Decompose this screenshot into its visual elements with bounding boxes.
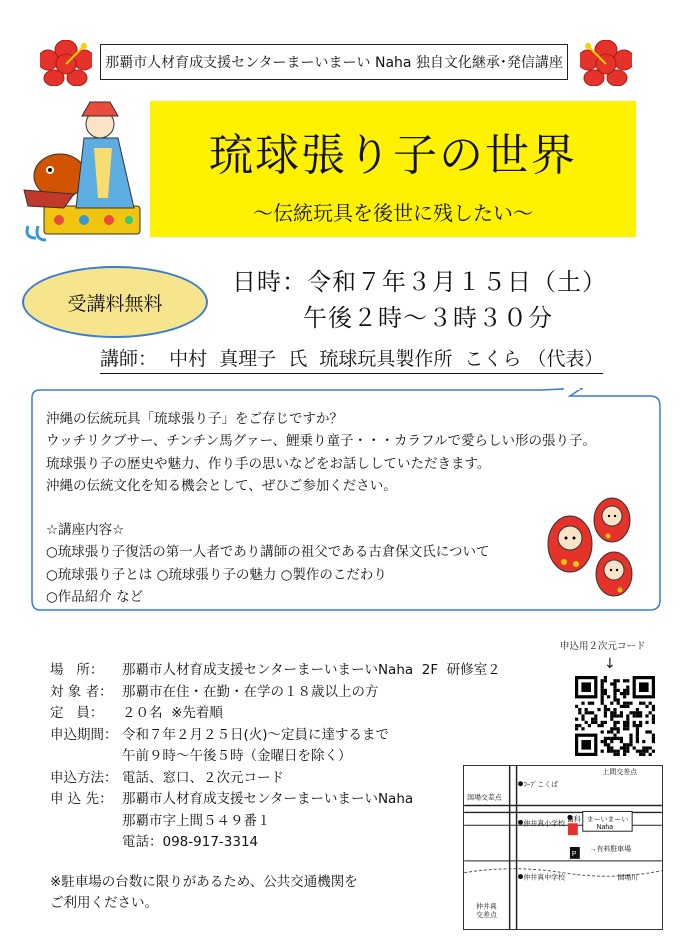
map-label-river: 国場川 (617, 874, 639, 882)
detail-label: 場 所： (50, 662, 104, 678)
detail-value: 電話、窓口、２次元コード (122, 769, 284, 786)
map-label-elementary: 仲井真小学校 (523, 820, 565, 828)
detail-label: 対 象 者： (50, 683, 113, 700)
intro-text (46, 408, 596, 608)
access-map (463, 765, 663, 930)
hibiscus-icon-right (580, 40, 632, 86)
course-content-line: ○琉球張り子復活の第一人者であり講師の祖父である古倉保文氏について (46, 544, 490, 561)
down-arrow-icon: ↓ (604, 656, 616, 672)
detail-value: 那覇市人材育成支援センターまーいまーいNaha 2F 研修室２ (122, 662, 501, 678)
event-details (50, 660, 501, 854)
note-line: ご利用ください。 (50, 895, 158, 911)
detail-row (50, 660, 501, 682)
detail-value: 那覇市在住・在勤・在学の１８歳以上の方 (122, 683, 379, 700)
course-content-heading: ☆講座内容☆ (46, 522, 125, 539)
detail-value: ２０名 ※先着順 (122, 705, 223, 721)
detail-row (50, 811, 501, 833)
page-title: 琉球張り子の世界 (209, 130, 577, 181)
detail-value: 那覇市人材育成支援センターまーいまーいNaha (122, 791, 414, 807)
intro-line: 沖縄の伝統玩具「琉球張り子」をご存じですか？ (46, 411, 343, 427)
map-label-kokuba-stop: 国場交差点 (467, 794, 502, 802)
detail-label: 申込期間： (50, 726, 118, 743)
free-admission-badge (22, 266, 208, 338)
detail-row (50, 768, 501, 790)
detail-value: 午前９時～午後５時（金曜日を除く） (122, 748, 352, 764)
free-admission-label: 受講料無料 (67, 292, 163, 315)
page-subtitle: ～伝統玩具を後世に残したい～ (253, 201, 533, 225)
lecturer-info: 講師： 中村 真理子 氏 琉球玩具製作所 こくら （代表） (100, 344, 603, 374)
intro-line: ウッチリクブサー、チンチン馬グァー、鯉乗り童子・・・カラフルで愛らしい形の張り子。 (46, 433, 596, 450)
map-label-nakaima-2: 交差点 (476, 912, 497, 920)
detail-label (50, 811, 122, 833)
detail-label: 定 員： (50, 705, 104, 721)
detail-value: 那覇市字上間５４９番１ (122, 812, 271, 829)
note-line: ※駐車場の台数に限りがあるため、公共交通機関を (50, 874, 358, 890)
detail-row (50, 832, 501, 854)
map-label-p: P (571, 850, 577, 858)
detail-label: 申 込 先： (50, 791, 113, 807)
intro-line: 琉球張り子の歴史や魅力、作り手の思いなどをお話ししていただきます。 (46, 455, 491, 472)
parking-note (50, 872, 358, 914)
map-label-nakaima-1: 仲井真 (476, 903, 497, 911)
detail-label (50, 746, 122, 768)
datetime-line-1: 日時：令和７年３月１５日（土） (232, 268, 607, 296)
detail-value: 令和７年２月２５日(火)～定員に達するまで (122, 726, 390, 743)
horse-rider-toy-illustration (14, 98, 144, 242)
detail-row (50, 703, 501, 725)
daruma-dolls-illustration (540, 492, 640, 600)
organizer-course-label: 那覇市人材育成支援センターまーいまーい Naha 独自文化継承･発信講座 (100, 44, 568, 80)
map-label-center: まーいまーい (586, 816, 629, 824)
map-label-junior-high: 仲井真中学校 (523, 874, 565, 882)
map-label-kokuba: ｺｰﾌﾟこくば (523, 781, 559, 789)
qr-caption: 申込用２次元コード (560, 641, 646, 652)
map-label-dentist: 歯科 (566, 816, 581, 824)
detail-row (50, 725, 501, 747)
detail-label (50, 832, 122, 854)
course-content-line: ○琉球張り子とは ○琉球張り子の魅力 ○製作のこだわり (46, 566, 387, 583)
detail-row (50, 682, 501, 704)
course-content-line: ○作品紹介 など (46, 589, 144, 606)
map-label-uema-stop: 上間交差点 (602, 768, 638, 776)
datetime-line-2: 午後２時～３時３０分 (303, 304, 553, 332)
qr-code[interactable] (575, 676, 655, 756)
detail-value: 電話：098-917-3314 (122, 834, 259, 850)
detail-row (50, 789, 501, 811)
detail-label: 申込方法： (50, 769, 118, 786)
hibiscus-icon-left (40, 40, 92, 86)
map-label-parking: →有料駐車場 (589, 845, 632, 853)
intro-line: 沖縄の伝統文化を知る機会として、ぜひご参加ください。 (46, 477, 397, 494)
detail-row (50, 746, 501, 768)
map-label-center-2: Naha (596, 824, 614, 832)
title-banner (150, 101, 636, 237)
